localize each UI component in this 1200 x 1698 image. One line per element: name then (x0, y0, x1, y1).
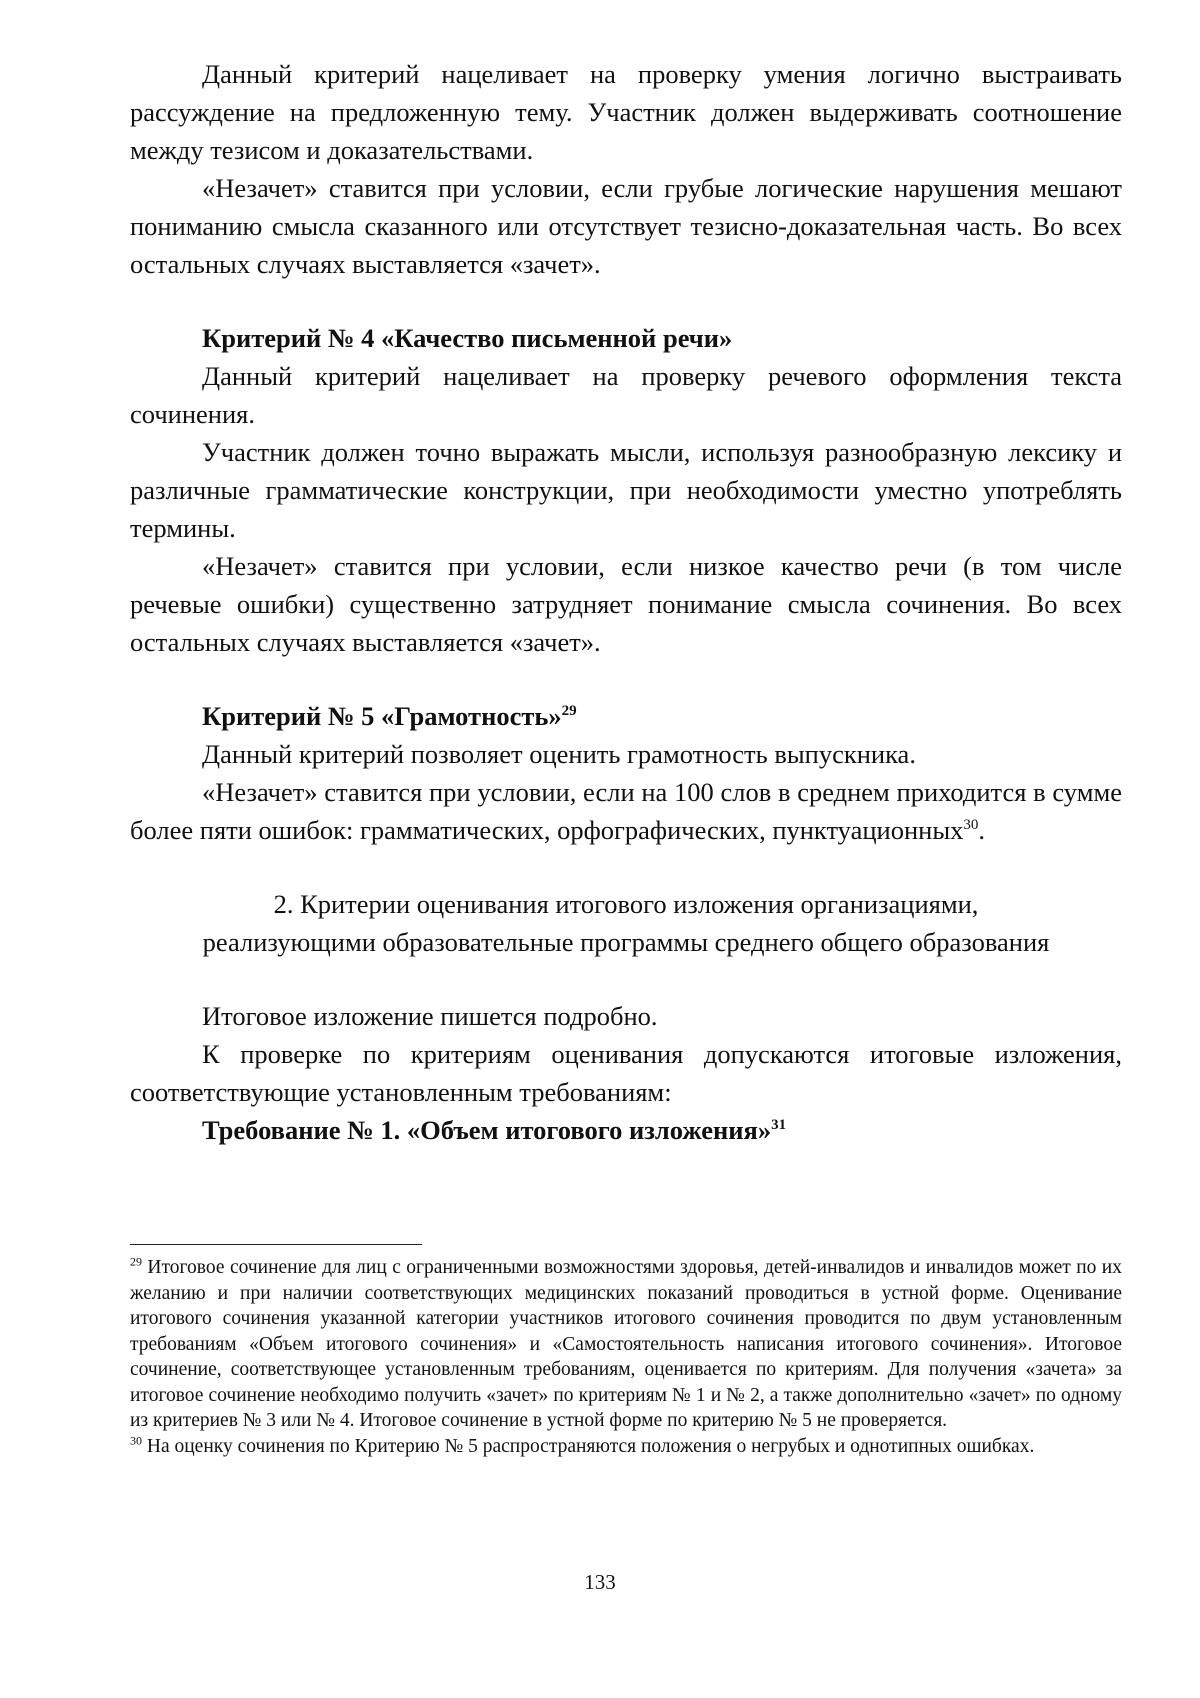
footnote-text: Итоговое сочинение для лиц с ограниченными возможностями здоровья, детей-инвалидов и инвалидов может по их желанию и при наличии соответствующих медицинских показаний проводиться в устной форме. Оценивание итогового сочинения указанной категории участников итогового сочинения проводится по двум установленным требованиям «Объем итогового сочинения» и «Самостоятельность написания итогового сочинения». Итоговое сочинение, соответствующее установленным требованиям, оценивается по критериям. Для получения «зачета» за итоговое сочинение необходимо получить «зачет» по критериям № 1 и № 2, а также дополнительно «зачет» по одному из критериев № 3 или № 4. Итоговое сочинение в устной форме по критерию № 5 не проверяется. (130, 1257, 1122, 1431)
footnote-number: 29 (130, 1254, 142, 1269)
paragraph: Данный критерий нацеливает на проверку речевого оформления текста сочинения. (130, 361, 1122, 429)
footnote-ref-29: 29 (561, 703, 577, 720)
paragraph (130, 773, 1122, 849)
section-title-line: 2. Критерии оценивания итогового изложения организациями, (273, 889, 979, 919)
footnote-number: 30 (130, 1433, 142, 1447)
footnote-29 (130, 1255, 1122, 1434)
requirement-heading-text: Требование № 1. «Объем итогового изложения» (202, 1115, 772, 1145)
paragraph: «Незачет» ставится при условии, если низкое качество речи (в том числе речевые ошибки) существенно затрудняет понимание смысла сочинения. Во всех остальных случаях выставляется «зачет». (130, 551, 1122, 657)
paragraph: Данный критерий нацеливает на проверку умения логично выстраивать рассуждение на предложенную тему. Участник должен выдерживать соотношение между тезисом и доказательствами. (130, 59, 1122, 165)
paragraph: Итоговое изложение пишется подробно. (202, 1001, 658, 1031)
criterion-4-heading: Критерий № 4 «Качество письменной речи» (202, 323, 733, 353)
section-title-line: реализующими образовательные программы среднего общего образования (202, 927, 1050, 957)
criterion-5-heading (130, 697, 1122, 735)
paragraph: К проверке по критериям оценивания допускаются итоговые изложения, соответствующие установленным требованиям: (130, 1039, 1122, 1107)
footnote-separator (130, 1244, 422, 1245)
footnote-ref-31: 31 (771, 1117, 787, 1134)
main-text (130, 55, 1122, 1149)
footnote-30 (130, 1434, 1122, 1460)
requirement-1-heading (130, 1111, 1122, 1149)
page-number: 133 (584, 1570, 616, 1594)
paragraph: «Незачет» ставится при условии, если грубые логические нарушения мешают пониманию смысла сказанного или отсутствует тезисно-доказательная часть. Во всех остальных случаях выставляется «зачет». (130, 173, 1122, 279)
paragraph: Данный критерий позволяет оценить грамотность выпускника. (202, 739, 916, 769)
paragraph-end: . (978, 815, 986, 845)
criterion-5-heading-text: Критерий № 5 «Грамотность» (202, 701, 562, 731)
footnote-ref-30: 30 (963, 817, 979, 834)
footnote-text: На оценку сочинения по Критерию № 5 распространяются положения о негрубых и однотипных ошибках. (142, 1435, 1035, 1457)
paragraph-text: «Незачет» ставится при условии, если на 100 слов в среднем приходится в сумме более пяти ошибок: грамматических, орфографических, пунктуационных (130, 777, 1122, 845)
section-2-title (130, 885, 1122, 961)
footnotes (130, 1255, 1122, 1459)
paragraph: Участник должен точно выражать мысли, используя разнообразную лексику и различные грамматические конструкции, при необходимости уместно употреблять термины. (130, 437, 1122, 543)
